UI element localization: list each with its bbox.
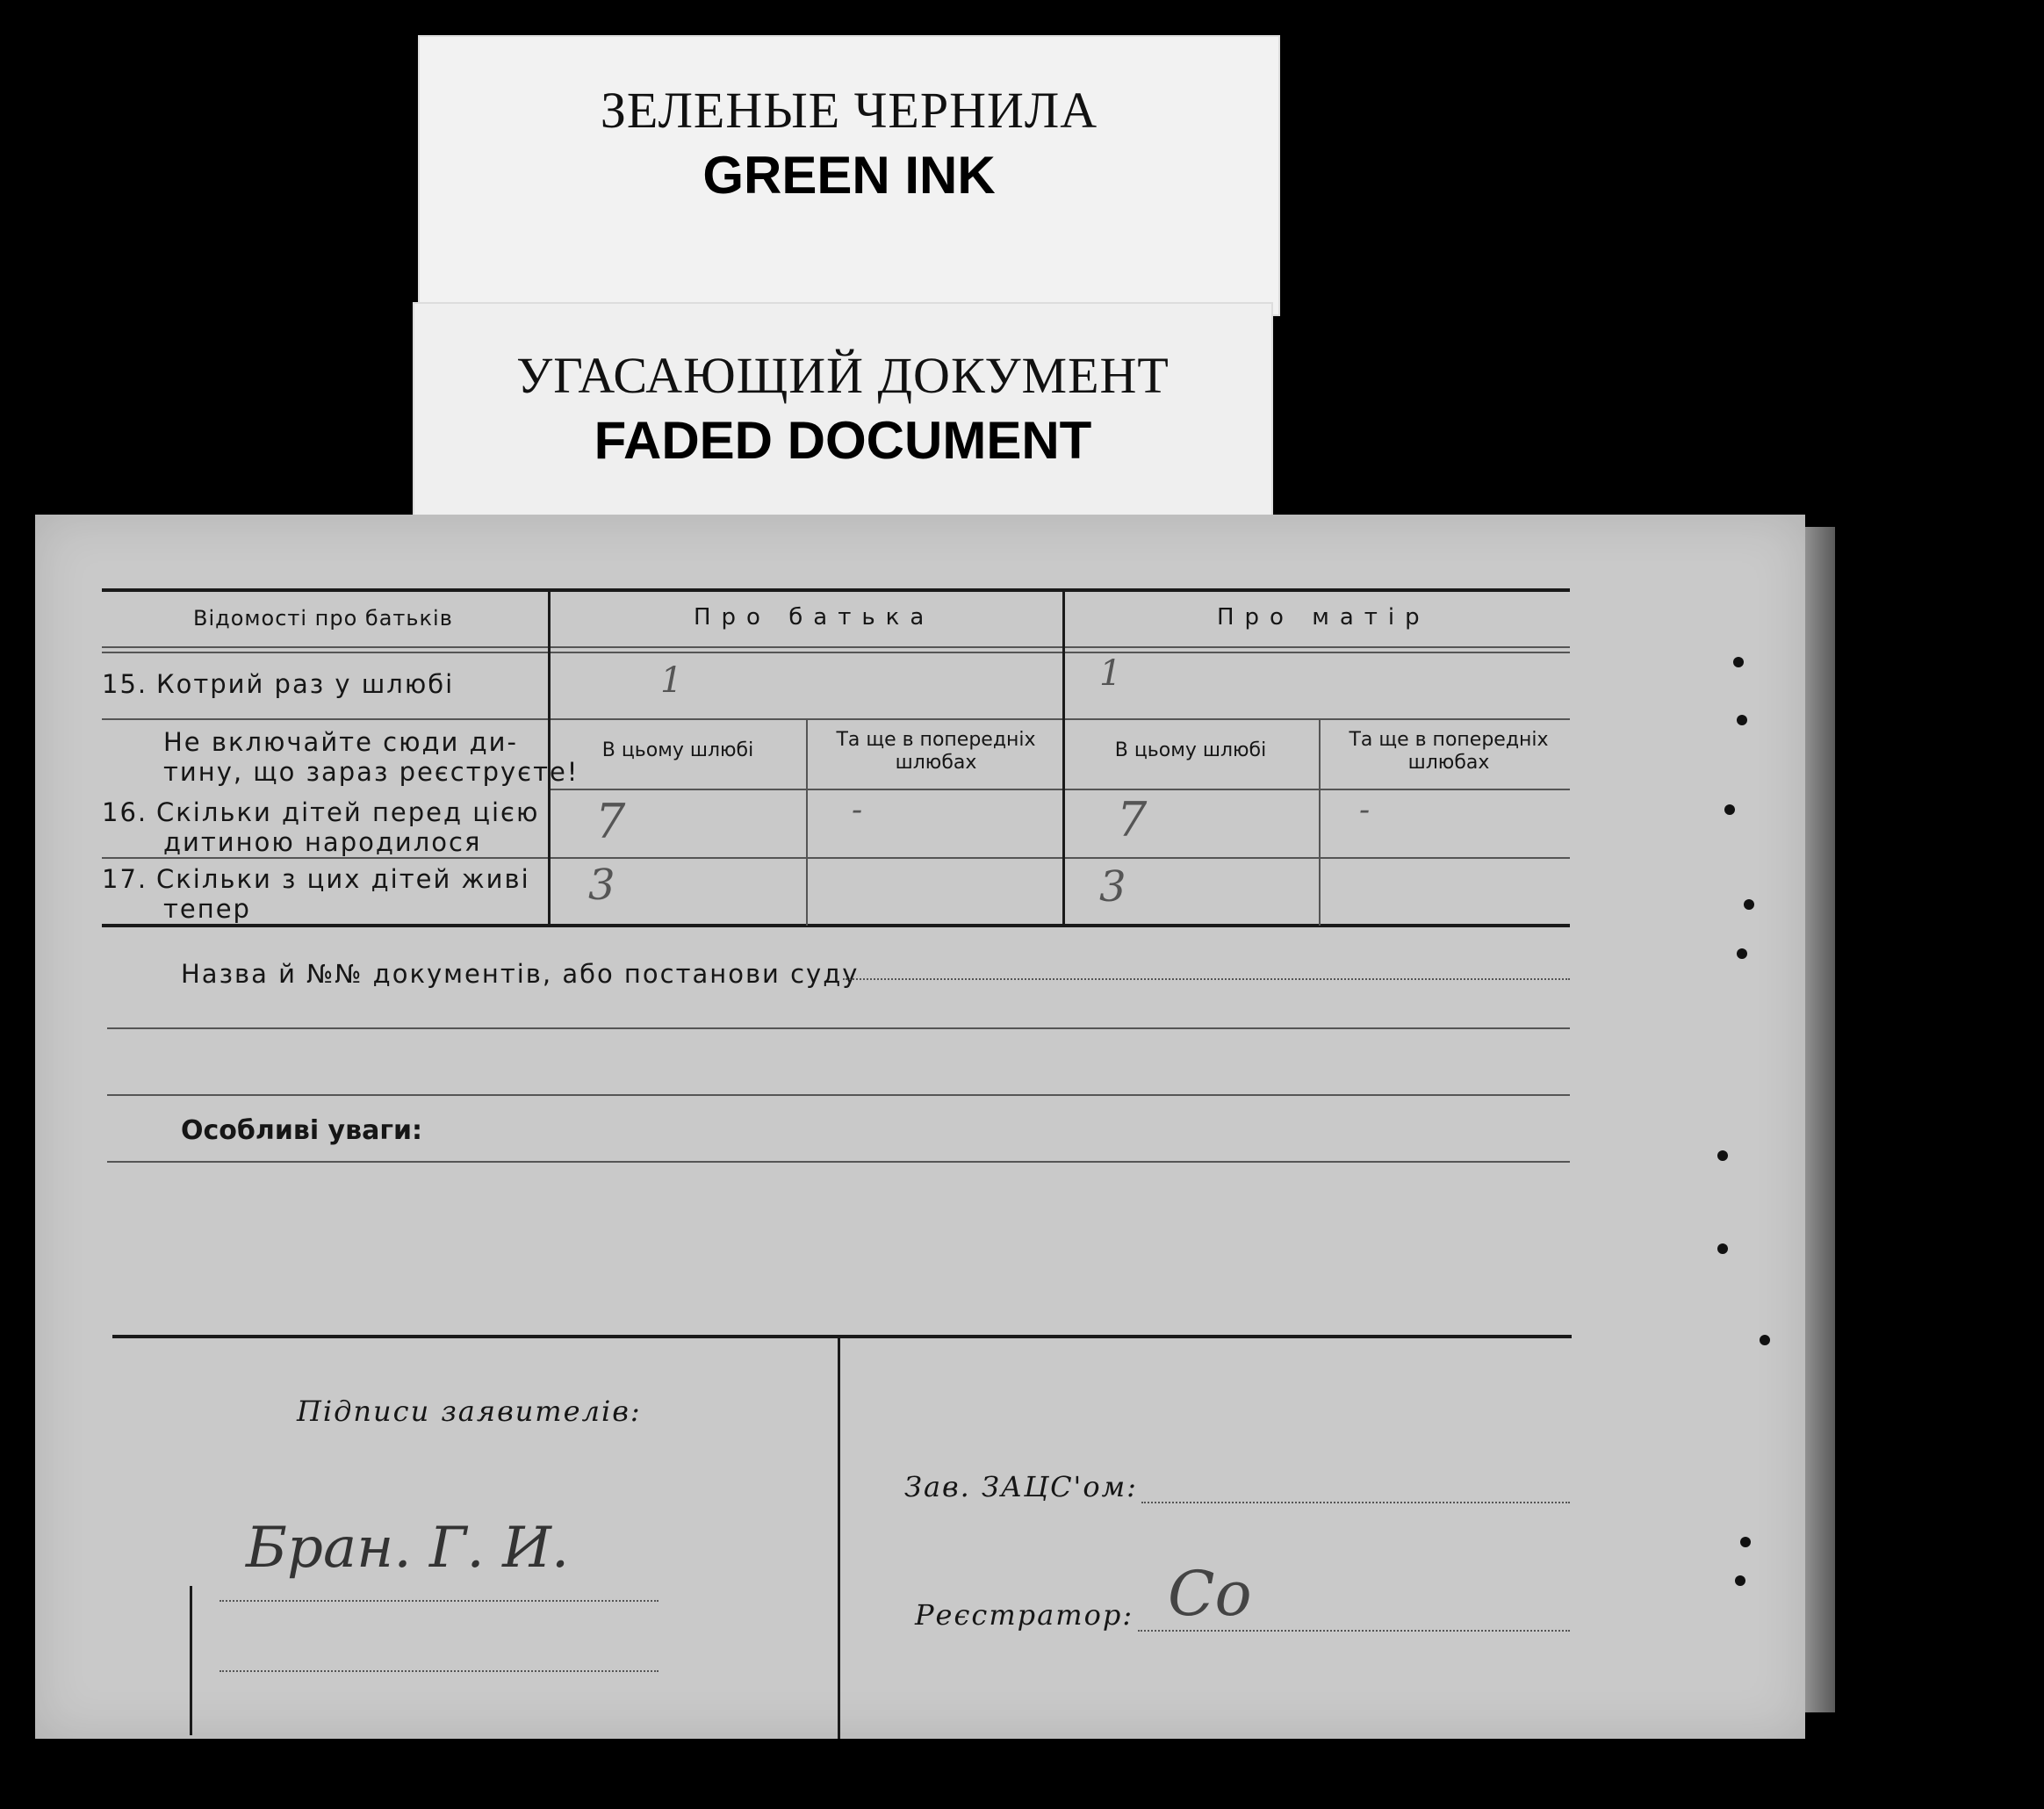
head-label: Зав. ЗАЦС'ом:	[904, 1470, 1138, 1503]
row15-label: Котрий раз у шлюбі	[156, 669, 455, 699]
remarks-label: Особливі уваги:	[181, 1115, 423, 1146]
registrar-signature: Со	[1168, 1558, 1252, 1630]
signature-bracket	[190, 1586, 192, 1735]
subheader-father-previous	[813, 729, 1059, 775]
binding-hole	[1740, 1537, 1751, 1547]
documents-line-2	[107, 1027, 1570, 1029]
row17-mother-this: 3	[1099, 862, 1126, 912]
subheader-father-previous-line1: Та ще в попередніх	[836, 729, 1036, 751]
head-dotted-line	[1141, 1502, 1570, 1503]
row16-father-prev: -	[852, 792, 863, 828]
row16-mother-this: 7	[1117, 792, 1148, 847]
subheader-rule	[550, 789, 1570, 790]
green-ink-card	[418, 35, 1280, 316]
header-info: Відомості про батьків	[193, 606, 453, 631]
signatures-label: Підписи заявителів:	[297, 1395, 642, 1428]
binding-hole	[1717, 1150, 1728, 1161]
table-bottom-rule	[102, 924, 1570, 927]
documents-label: Назва й №№ документів, або постанови суду	[181, 959, 860, 989]
applicant-signature: Бран. Г. И.	[246, 1516, 570, 1581]
note-line1: Не включайте сюди ди-	[163, 727, 518, 757]
form-edge	[1800, 527, 1835, 1712]
header-rule-double	[102, 652, 1570, 653]
binding-hole	[1744, 899, 1754, 910]
row15-father-value: 1	[660, 660, 683, 701]
binding-hole	[1735, 1575, 1745, 1586]
header-mother: Про матір	[1217, 604, 1430, 631]
documents-line-3	[107, 1094, 1570, 1096]
row15-number: 15.	[102, 669, 148, 699]
binding-hole	[1760, 1335, 1770, 1345]
col-mother-rule	[1062, 588, 1065, 926]
binding-hole	[1737, 948, 1747, 959]
row16-line2: дитиною народилося	[163, 827, 482, 857]
subheader-mother-previous-line2: шлюбах	[1407, 752, 1490, 774]
binding-hole	[1724, 804, 1735, 815]
documents-dotted-line	[843, 978, 1570, 980]
row16-rule	[102, 857, 1570, 859]
note-line2: тину, що зараз реєструєте!	[163, 757, 579, 787]
header-rule	[102, 646, 1570, 648]
binding-hole	[1717, 1243, 1728, 1254]
green-ink-ru: ЗЕЛЕНЫЕ ЧЕРНИЛА	[600, 82, 1098, 139]
table-top-rule	[102, 588, 1570, 592]
faded-document-ru: УГАСАЮЩИЙ ДОКУМЕНТ	[516, 347, 1170, 404]
row16-line1: Скільки дітей перед цією	[156, 797, 540, 827]
applicant-signature-line-2	[220, 1670, 659, 1672]
binding-hole	[1733, 657, 1744, 667]
row16-number: 16.	[102, 797, 148, 827]
col-father-prev-rule	[806, 720, 808, 926]
row17-line2: тепер	[163, 894, 251, 924]
row16-father-this: 7	[595, 794, 626, 849]
subheader-father-previous-line2: шлюбах	[895, 752, 977, 774]
remarks-line	[107, 1161, 1570, 1163]
registrar-label: Реєстратор:	[915, 1598, 1134, 1632]
signatures-divider	[838, 1337, 840, 1739]
subheader-father-this: В цьому шлюбі	[601, 739, 754, 761]
subheader-mother-previous-line1: Та ще в попередніх	[1349, 729, 1549, 751]
faded-document-card	[413, 302, 1273, 516]
row15-mother-value: 1	[1099, 653, 1122, 694]
subheader-mother-previous	[1326, 729, 1572, 775]
subheader-mother-this: В цьому шлюбі	[1114, 739, 1267, 761]
row15-rule	[102, 718, 1570, 720]
header-father: Про батька	[694, 604, 935, 631]
row17-number: 17.	[102, 864, 148, 894]
binding-hole	[1737, 715, 1747, 725]
faded-document-en: FADED DOCUMENT	[594, 411, 1092, 470]
signatures-top-rule	[112, 1335, 1572, 1338]
applicant-signature-line-1	[220, 1600, 659, 1602]
registrar-dotted-line	[1138, 1630, 1570, 1632]
row17-line1: Скільки з цих дітей живі	[156, 864, 530, 894]
row16-mother-prev: -	[1359, 792, 1371, 828]
green-ink-en: GREEN INK	[702, 146, 996, 205]
registry-form	[35, 515, 1805, 1739]
row17-father-this: 3	[588, 861, 615, 910]
col-mother-prev-rule	[1319, 720, 1321, 926]
